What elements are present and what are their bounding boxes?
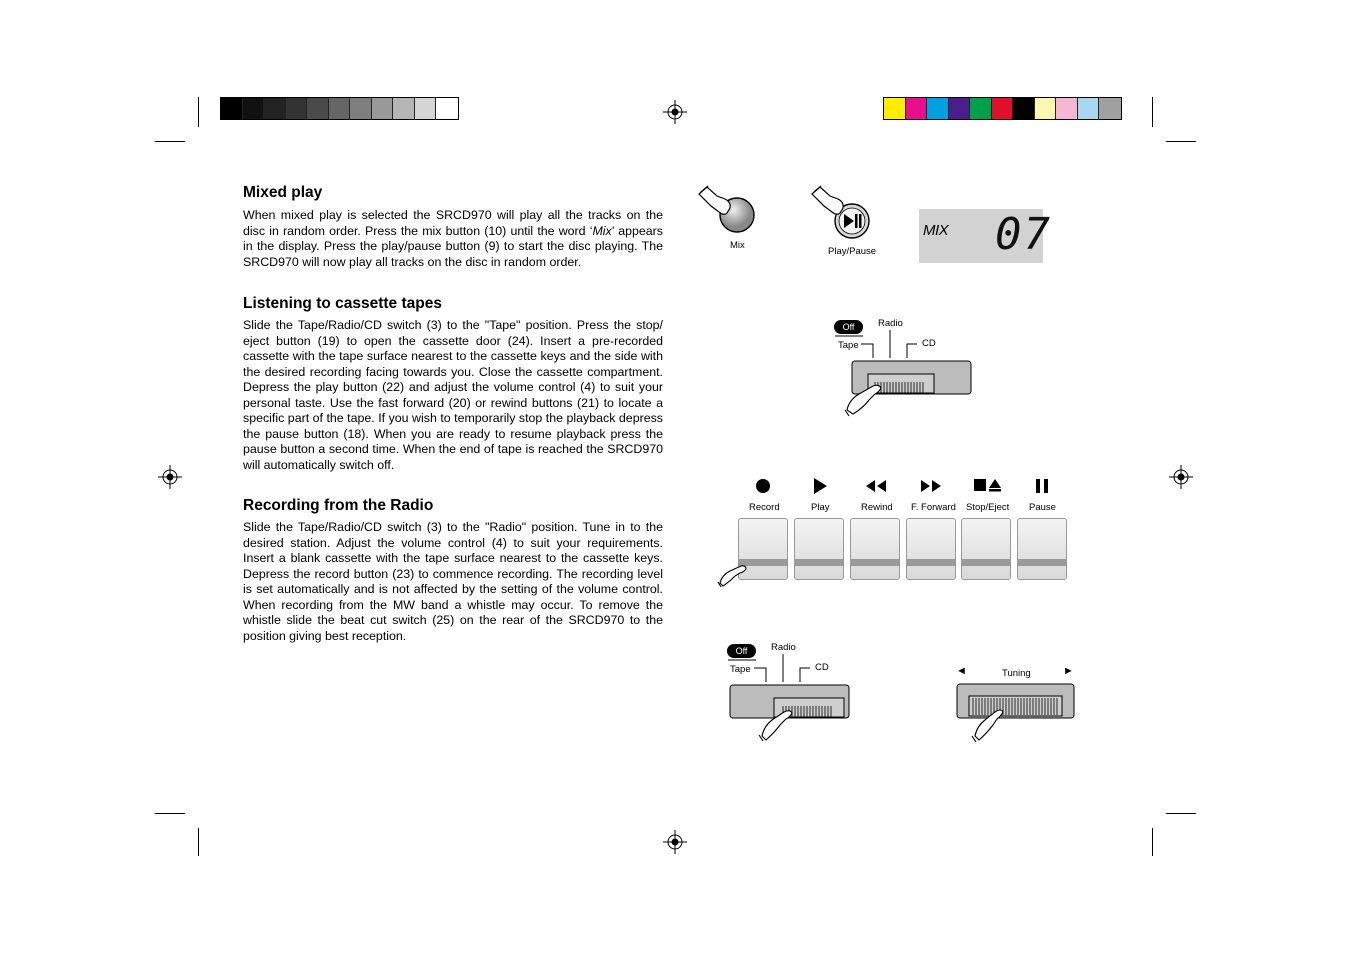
record-icon: [751, 476, 775, 496]
key-label-play: Play: [811, 502, 830, 513]
registration-mark-icon: [663, 100, 687, 124]
color-swatch: [1056, 98, 1078, 119]
fast-forward-icon: [919, 476, 943, 496]
crop-mark: [1166, 813, 1196, 814]
grayscale-color-bar: [220, 97, 459, 120]
color-swatch: [992, 98, 1014, 119]
color-swatch: [970, 98, 992, 119]
registration-mark-icon: [663, 830, 687, 854]
section-title-mixed-play: Mixed play: [243, 184, 323, 201]
tuning-left-arrow-icon: ◄: [956, 665, 967, 677]
section-body-mixed-play: When mixed play is selected the SRCD970 will play all the tracks on the disc in random order. Press the mix button (10) until the word ‘Mix’ appears in the display. Press the play/pause button (9) to start the disc playing. The SRCD970 will now play all tracks on the disc in random order.: [243, 208, 663, 269]
color-swatch: [906, 98, 928, 119]
mix-button-label: Mix: [730, 240, 745, 251]
crop-mark: [1166, 141, 1196, 142]
section-body-cassette: Slide the Tape/Radio/CD switch (3) to the "Tape" position. Press the stop/ eject button (19) to open the cassette door (24). Insert a pre-recorded cassette with the tape surface nearest to the cassette keys and the side with the desired recording facing towards you. Close the cassette compartment. Depress the play button (22) and adjust the volume control (4) to suit your personal taste. Use the fast forward (20) or rewind buttons (21) to locate a specific part of the tape. If you wish to temporarily stop the playback depress the pause button (18). When you are ready to resume playback press the pause button a second time. When the end of tape is reached the SRCD970 will automatically switch off.: [243, 318, 663, 472]
color-swatch: [415, 98, 437, 119]
lcd-track-number: 07: [995, 209, 1052, 260]
mix-button-icon: [697, 184, 759, 238]
play-icon: [808, 476, 832, 496]
color-swatch: [1099, 98, 1121, 119]
color-swatch: [436, 98, 458, 119]
play-pause-button-icon: [810, 184, 872, 242]
color-swatch: [949, 98, 971, 119]
switch-tape-label: Tape: [730, 664, 751, 675]
section-body-recording: Slide the Tape/Radio/CD switch (3) to the "Radio" position. Tune in to the desired station. Adjust the volume control (4) to suit your requirements. Insert a blank cassette with the tape surface nearest to the cassette keys. Depress the record button (23) to commence recording. The recording level is set automatically and is not affected by the setting of the volume control. When recording from the MW band a whistle may occur. To remove the whistle slide the beat cut switch (25) on the rear of the SRCD970 to the position giving best reception.: [243, 520, 663, 643]
registration-mark-icon: [1169, 465, 1193, 489]
play-pause-button-label: Play/Pause: [828, 246, 877, 257]
color-swatch: [1078, 98, 1100, 119]
color-swatch: [264, 98, 286, 119]
crop-mark: [1152, 97, 1153, 127]
key-label-pause: Pause: [1029, 502, 1056, 513]
color-swatch: [393, 98, 415, 119]
switch-cd-label: CD: [815, 662, 829, 673]
crop-mark: [155, 141, 185, 142]
fast-forward-key: [906, 518, 956, 580]
section-title-cassette: Listening to cassette tapes: [243, 295, 442, 312]
color-swatch: [927, 98, 949, 119]
section-title-recording: Recording from the Radio: [243, 497, 434, 514]
tuning-right-arrow-icon: ►: [1063, 665, 1074, 677]
tuning-dial: [955, 682, 1079, 746]
color-swatch: [286, 98, 308, 119]
crop-mark: [1152, 828, 1153, 856]
lcd-mode-text: MIX: [923, 222, 949, 239]
lcd-display: [919, 209, 1052, 263]
tuning-label: Tuning: [1002, 668, 1031, 679]
pause-icon: [1030, 476, 1054, 496]
key-label-stop-eject: Stop/Eject: [966, 502, 1010, 513]
switch-off-badge: Off: [834, 320, 863, 334]
color-swatch: [243, 98, 265, 119]
color-swatch: [1035, 98, 1057, 119]
process-color-bar: [883, 97, 1122, 120]
tape-radio-cd-switch: [833, 330, 978, 420]
key-label-rewind: Rewind: [861, 502, 893, 513]
color-swatch: [884, 98, 906, 119]
color-swatch: [350, 98, 372, 119]
key-label-fast-forward: F. Forward: [911, 502, 956, 513]
color-swatch: [307, 98, 329, 119]
color-swatch: [221, 98, 243, 119]
crop-mark: [198, 97, 199, 127]
key-label-record: Record: [749, 502, 780, 513]
registration-mark-icon: [158, 465, 182, 489]
color-swatch: [1013, 98, 1035, 119]
pause-key: [1017, 518, 1067, 580]
switch-cd-label: CD: [922, 338, 936, 349]
tape-radio-cd-switch: [726, 654, 856, 744]
play-key: [794, 518, 844, 580]
crop-mark: [155, 813, 185, 814]
switch-off-badge: Off: [727, 644, 756, 658]
stop-eject-key: [961, 518, 1011, 580]
color-swatch: [329, 98, 351, 119]
stop-eject-icon: [974, 476, 1002, 496]
switch-radio-label: Radio: [771, 642, 796, 653]
rewind-icon: [864, 476, 888, 496]
crop-mark: [198, 828, 199, 856]
color-swatch: [372, 98, 394, 119]
switch-radio-label: Radio: [878, 318, 903, 329]
pointing-hand-icon: [717, 563, 749, 589]
rewind-key: [850, 518, 900, 580]
switch-tape-label: Tape: [838, 340, 859, 351]
